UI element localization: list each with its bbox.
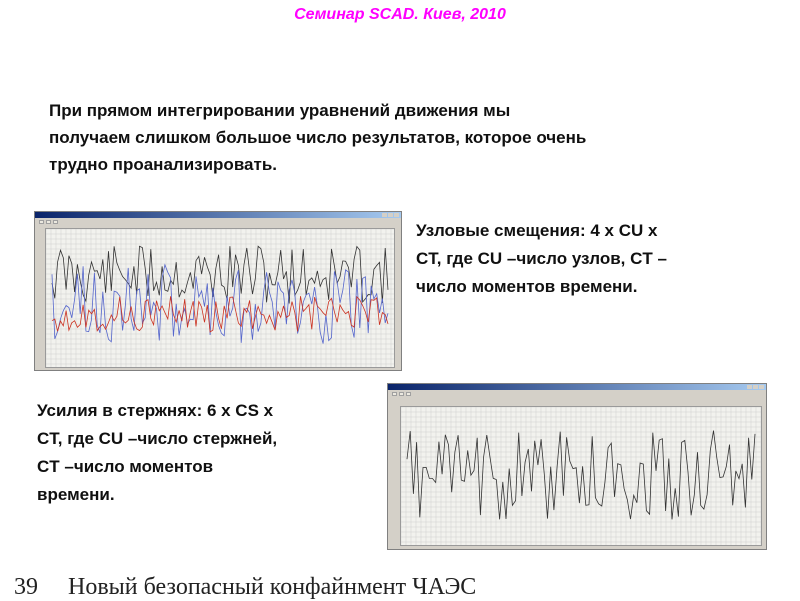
plot-grid [46,229,394,367]
minimize-icon[interactable] [382,213,387,217]
intro-line: При прямом интегрировании уравнений движения мы [49,101,511,120]
note-line: Узловые смещения: 4 x CU x [416,221,658,240]
plot-grid [401,407,761,545]
slide-number: 39 [14,574,38,600]
window-titlebar[interactable] [35,212,401,218]
nodal-displacement-plot-svg [46,229,394,367]
intro-line: получаем слишком большое число результатов, которое очень [49,128,587,147]
maximize-icon[interactable] [388,213,393,217]
member-force-plot [400,406,762,546]
member-force-plot-svg [401,407,761,545]
note-line: CT –число моментов [37,457,214,476]
window-titlebar[interactable] [388,384,766,390]
intro-line: трудно проанализировать. [49,155,277,174]
maximize-icon[interactable] [753,385,758,389]
slide-header: Семинар SCAD. Киев, 2010 [294,6,506,23]
member-force-window[interactable] [387,383,767,550]
toolbar-button[interactable] [53,220,58,224]
minimize-icon[interactable] [747,385,752,389]
note-line: CT, где CU –число стержней, [37,429,278,448]
toolbar-button[interactable] [46,220,51,224]
toolbar-button[interactable] [399,392,404,396]
member-force-note [37,397,277,509]
note-line: число моментов времени. [416,277,638,296]
close-icon[interactable] [759,385,764,389]
window-toolbar [35,219,401,225]
toolbar-button[interactable] [39,220,44,224]
nodal-displacement-plot [45,228,395,368]
toolbar-button[interactable] [392,392,397,396]
intro-text [49,97,769,178]
close-icon[interactable] [394,213,399,217]
note-line: CT, где CU –число узлов, CT – [416,249,667,268]
footer-title: Новый безопасный конфайнмент ЧАЭС [68,574,477,600]
note-line: Усилия в стержнях: 6 x CS x [37,401,274,420]
nodal-displacement-window[interactable] [34,211,402,371]
toolbar-button[interactable] [406,392,411,396]
window-toolbar [388,391,766,397]
nodal-displacement-note [416,217,667,301]
note-line: времени. [37,485,115,504]
